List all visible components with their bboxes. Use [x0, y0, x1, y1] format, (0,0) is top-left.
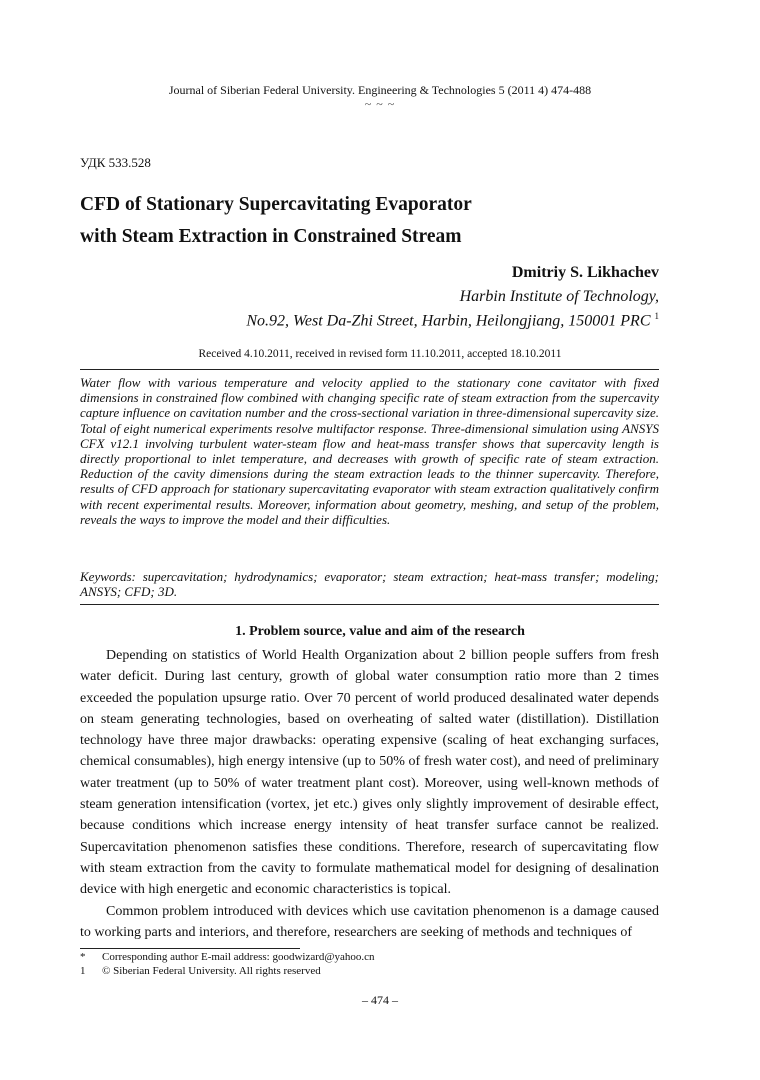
abstract-top-rule — [80, 369, 659, 370]
body-paragraph-1: Depending on statistics of World Health Organization about 2 billion people suffers from fresh water deficit. During last century, growth of global water consumption ratio more than 2 times exceeded the population upsurge ratio. Over 70 percent of world produced desalinated water depends on steam generating technologies, based on overheating of salted water (distillation). Distillation technology have three major drawbacks: operating expensive (scaling of heat exchanging surfaces, chemical consumables), high energy intensive (up to 50% of fresh water cost), and need of preliminary water treatment (up to 50% of water treatment plant cost). Moreover, using well-known methods of steam generation intensification (vortex, jet etc.) gives only slightly improvement of desirable effect, because conditions which increase energy intensity of heat transfer surface cannot be realized. Supercavitation phenomenon satisfies these conditions. Therefore, research of supercavitating flow with steam extraction from the cavity to formulate mathematical model for designing of desalination device with high energetic and economic characteristics is topical. — [80, 648, 659, 898]
body-text — [80, 645, 659, 943]
author-affiliation-line-1: Harbin Institute of Technology, — [459, 288, 659, 305]
footnote-1 — [80, 951, 375, 963]
udk-code: УДК 533.528 — [80, 155, 151, 170]
section-heading: 1. Problem source, value and aim of the research — [235, 624, 525, 639]
received-dates: Received 4.10.2011, received in revised form 11.10.2011, accepted 18.10.2011 — [198, 348, 562, 360]
abstract-bottom-rule — [80, 604, 659, 605]
abstract: Water flow with various temperature and velocity applied to the stationary cone cavitator with fixed dimensions in constrained flow combined with changing specific rate of steam extraction from the supercavity capture influence on cavitation number and the cross-sectional variation in three-dimensional supercavity size. Total of eight numerical experiments resolve multifactor response. Three-dimensional simulation using ANSYS CFX v12.1 involving turbulent water-steam flow and heat-mass transfer shows that supercavity length is directly proportional to inlet temperature, and decreases with growth of specific rate of steam extraction. Reduction of the cavity dimensions during the steam extraction leads to the thinner supercavity. Therefore, results of CFD approach for stationary supercavitating evaporator with steam extraction qualitatively confirm with recent experimental results. Moreover, information about geometry, meshing, and setup of the problem, reveals the ways to improve the model and their difficulties. — [80, 375, 659, 527]
page-number: – 474 – — [362, 993, 398, 1007]
footnote-1-mark: * — [80, 951, 86, 963]
author-name: Dmitriy S. Likhachev — [511, 264, 659, 281]
body-paragraph-2: Common problem introduced with devices which use cavitation phenomenon is a damage caused to working parts and interiors, and therefore, researchers are seeking of methods and techniques of — [80, 903, 659, 940]
header-separator: ~ ~ ~ — [364, 97, 396, 111]
paper-title-line-1: CFD of Stationary Supercavitating Evaporator — [80, 194, 472, 215]
keywords: Keywords: supercavitation; hydrodynamics; evaporator; steam extraction; heat-mass transfer; modeling; ANSYS; CFD; 3D. — [80, 569, 659, 600]
affiliation-footnote-mark: 1 — [654, 311, 659, 321]
footnote-2-text: © Siberian Federal University. All rights reserved — [102, 965, 321, 977]
footnote-rule — [80, 948, 300, 949]
author-affiliation-line-2 — [246, 311, 659, 330]
footnote-2-mark: 1 — [80, 965, 86, 977]
footnote-1-text: Corresponding author E-mail address: goodwizard@yahoo.cn — [102, 951, 375, 963]
journal-header: Journal of Siberian Federal University. Engineering & Technologies 5 (2011 4) 474-488 — [168, 83, 592, 97]
footnote-2 — [80, 965, 321, 977]
affiliation-address: No.92, West Da-Zhi Street, Harbin, Heilongjiang, 150001 PRC — [246, 312, 651, 330]
paper-title-line-2: with Steam Extraction in Constrained Stream — [80, 226, 462, 247]
